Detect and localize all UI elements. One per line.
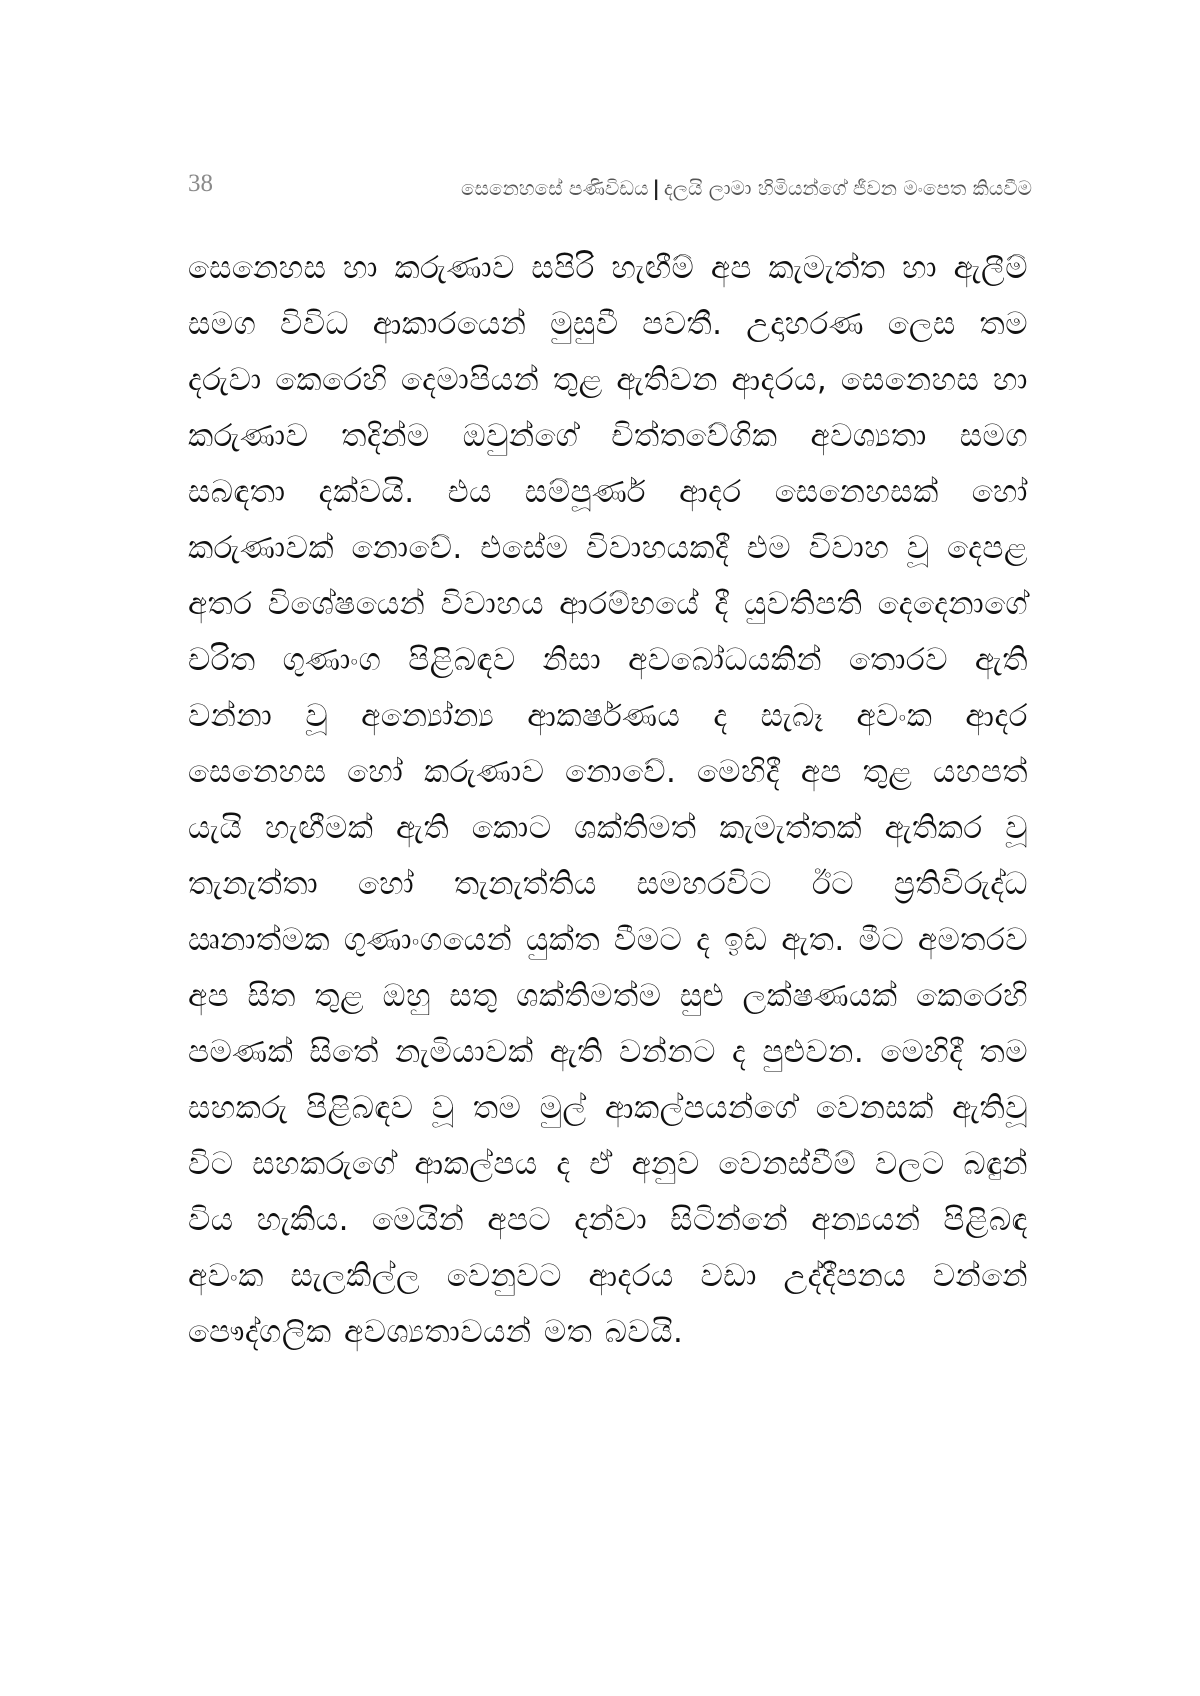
page-number: 38	[188, 170, 213, 197]
body-paragraph: සෙනෙහස හා කරුණාව සපිරි හැඟීම් අප කැමැත්ත හා ඇලීම් සමග විවිධ ආකාරයෙන් මුසුවී පවතී. උදාහරණ ලෙස තම දරුවා කෙරෙහි දෙමාපියන් තුළ ඇතිවන ආදරය, සෙනෙහස හා කරුණාව තදින්ම ඔවුන්ගේ චිත්තවේගික අවශ්‍යතා සමග සබඳතා දක්වයි. එය සම්පූර්ණ ආදර සෙනෙහසක් හෝ කරුණාවක් නොවේ. එසේම විවාහයකදී එම විවාහ වූ දෙපළ අතර විශේෂයෙන් විවාහය ආරම්භයේ දී යුවතිපති දෙදෙනාගේ චරිත ගුණාංග පිළිබඳව නිසා අවබෝධයකින් තොරව ඇති වන්නා වූ අන්‍යෝන්‍ය ආකර්ෂණය ද සැබෑ අවංක ආදර සෙනෙහස හෝ කරුණාව නොවේ. මෙහිදී අප තුළ යහපත් යැයි හැඟීමක් ඇති කොට ශක්තිමත් කැමැත්තක් ඇතිකර වූ තැනැත්තා හෝ තැනැත්තිය සමහරවිට ඊට ප්‍රතිවිරුද්ධ ඍනාත්මක ගුණාංගයෙන් යුක්ත වීමට ද ඉඩ ඇත. මීට අමතරව අප සිත තුළ ඔහු සතු ශක්තිමත්ම සුළු ලක්ෂණයක් කෙරෙහි පමණක් සිතේ නැමියාවක් ඇති වන්නට ද පුළුවන. මෙහිදී තම සහකරු පිළිබඳව වූ තම මුල් ආකල්පයන්ගේ වෙනසක් ඇතිවූ විට සහකරුගේ ආකල්පය ද ඒ අනුව වෙනස්වීම් වලට බඳුන් විය හැකිය. මෙයින් අපට දන්වා සිටින්නේ අන්‍යයන් පිළිබඳ අවංක සැලකිල්ල වෙනුවට ආදරය වඩා උද්දීපනය වන්නේ පෞද්ගලික අවශ්‍යතාවයන් මත බවයි.	[188, 250, 1028, 1350]
book-title: සෙනෙහසේ පණිවිඩය	[460, 176, 649, 200]
header-separator: |	[652, 176, 660, 200]
header-subtitle: දලයි ලාමා හිමියන්ගේ ජීවන මංපෙත කියවීම	[663, 176, 1032, 200]
running-header	[461, 176, 1032, 200]
